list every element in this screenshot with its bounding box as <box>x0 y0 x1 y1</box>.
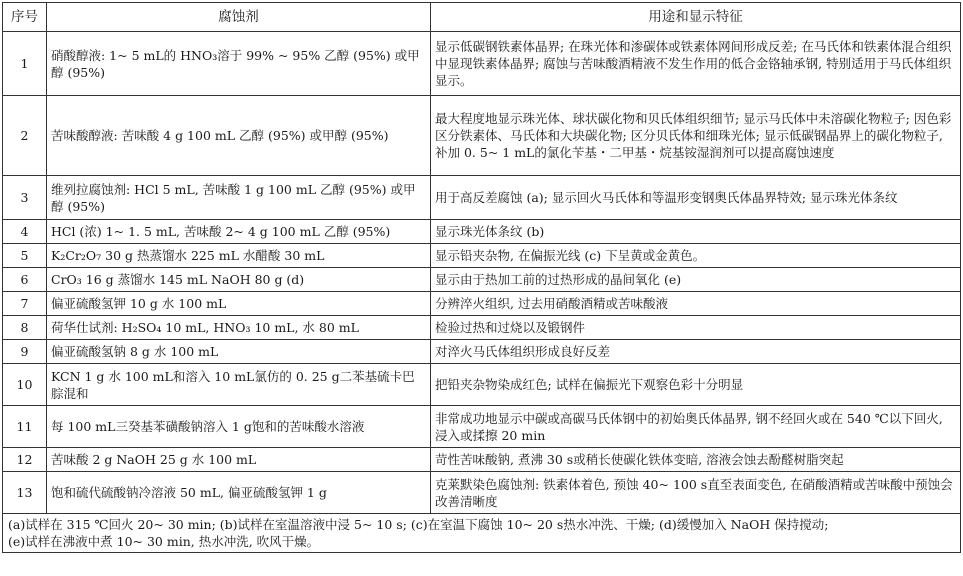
header-row <box>3 3 961 32</box>
table-row <box>3 448 961 472</box>
notes-row <box>3 514 961 553</box>
header-seq: 序号 <box>3 3 47 32</box>
footnotes <box>3 514 961 553</box>
agent-cell: 每 100 mL三癸基苯磺酸钠溶入 1 g饱和的苦味酸水溶液 <box>47 406 431 448</box>
seq-cell: 5 <box>3 244 47 268</box>
use-cell: 对淬火马氏体组织形成良好反差 <box>431 340 961 364</box>
seq-cell: 6 <box>3 268 47 292</box>
seq-cell: 7 <box>3 292 47 316</box>
table-row <box>3 292 961 316</box>
agent-cell: K₂Cr₂O₇ 30 g 热蒸馏水 225 mL 水醋酸 30 mL <box>47 244 431 268</box>
table-row <box>3 244 961 268</box>
agent-cell: 苦味酸 2 g NaOH 25 g 水 100 mL <box>47 448 431 472</box>
agent-cell: 荷华仕试剂: H₂SO₄ 10 mL, HNO₃ 10 mL, 水 80 mL <box>47 316 431 340</box>
use-cell: 克莱默染色腐蚀剂: 铁素体着色, 预蚀 40~ 100 s直至表面变色, 在硝酸酒精或苦味酸中预蚀会改善清晰度 <box>431 472 961 514</box>
seq-cell: 10 <box>3 364 47 406</box>
seq-cell: 8 <box>3 316 47 340</box>
seq-cell: 12 <box>3 448 47 472</box>
agent-cell: 维列拉腐蚀剂: HCl 5 mL, 苦味酸 1 g 100 mL 乙醇 (95%) 或甲醇 (95%) <box>47 176 431 220</box>
seq-cell: 2 <box>3 96 47 176</box>
use-cell: 显示由于热加工前的过热形成的晶间氧化 (e) <box>431 268 961 292</box>
use-cell: 显示铅夹杂物, 在偏振光线 (c) 下呈黄或金黄色。 <box>431 244 961 268</box>
header-use: 用途和显示特征 <box>431 3 961 32</box>
header-agent: 腐蚀剂 <box>47 3 431 32</box>
use-cell: 非常成功地显示中碳或高碳马氏体钢中的初始奥氏体晶界, 钢不经回火或在 540 ℃以下回火, 浸入或揉擦 20 min <box>431 406 961 448</box>
agent-cell: 苦味酸醇液: 苦味酸 4 g 100 mL 乙醇 (95%) 或甲醇 (95%) <box>47 96 431 176</box>
use-cell: 苛性苦味酸钠, 煮沸 30 s或稍长使碳化铁体变暗, 溶液会蚀去酚醛树脂突起 <box>431 448 961 472</box>
footnote-line: (a)试样在 315 ℃回火 20~ 30 min; (b)试样在室温溶液中浸 5~ 10 s; (c)在室温下腐蚀 10~ 20 s热水冲洗、干燥; (d)缓慢加入 NaOH 保持搅动; <box>8 517 829 532</box>
use-cell: 最大程度地显示珠光体、球状碳化物和贝氏体组织细节; 显示马氏体中未溶碳化物粒子; 因色彩区分铁素体、马氏体和大块碳化物; 区分贝氏体和细珠光体; 显示低碳钢晶界上的碳化物粒子, 补加 0. 5~ 1 mL的氯化苄基・二甲基・烷基铵湿润剂可以提高腐蚀速度 <box>431 96 961 176</box>
use-cell: 显示低碳钢铁素体晶界; 在珠光体和渗碳体或铁素体网间形成反差; 在马氏体和铁素体混合组织中显现铁素体晶界; 腐蚀与苦味酸酒精液不发生作用的低合金铬轴承钢, 特别适用于马氏体组织显示。 <box>431 32 961 96</box>
seq-cell: 13 <box>3 472 47 514</box>
table-row <box>3 32 961 96</box>
agent-cell: CrO₃ 16 g 蒸馏水 145 mL NaOH 80 g (d) <box>47 268 431 292</box>
table-row <box>3 176 961 220</box>
table-row <box>3 364 961 406</box>
agent-cell: 偏亚硫酸氢钾 10 g 水 100 mL <box>47 292 431 316</box>
table-row <box>3 268 961 292</box>
seq-cell: 1 <box>3 32 47 96</box>
table-row <box>3 340 961 364</box>
table-row <box>3 406 961 448</box>
agent-cell: 硝酸醇液: 1~ 5 mL的 HNO₃溶于 99% ~ 95% 乙醇 (95%) 或甲醇 (95%) <box>47 32 431 96</box>
seq-cell: 11 <box>3 406 47 448</box>
use-cell: 分辨淬火组织, 过去用硝酸酒精或苦味酸液 <box>431 292 961 316</box>
footnote-line: (e)试样在沸液中煮 10~ 30 min, 热水冲洗, 吹风干燥。 <box>8 534 320 549</box>
use-cell: 用于高反差腐蚀 (a); 显示回火马氏体和等温形变钢奥氏体晶界特效; 显示珠光体条纹 <box>431 176 961 220</box>
table-row <box>3 220 961 244</box>
agent-cell: 偏亚硫酸氢钠 8 g 水 100 mL <box>47 340 431 364</box>
seq-cell: 3 <box>3 176 47 220</box>
table-row <box>3 316 961 340</box>
use-cell: 把铅夹杂物染成红色; 试样在偏振光下观察色彩十分明显 <box>431 364 961 406</box>
use-cell: 检验过热和过烧以及锻钢件 <box>431 316 961 340</box>
table-row <box>3 96 961 176</box>
seq-cell: 9 <box>3 340 47 364</box>
seq-cell: 4 <box>3 220 47 244</box>
use-cell: 显示珠光体条纹 (b) <box>431 220 961 244</box>
table-row <box>3 472 961 514</box>
etchant-table <box>2 2 961 553</box>
agent-cell: HCl (浓) 1~ 1. 5 mL, 苦味酸 2~ 4 g 100 mL 乙醇 (95%) <box>47 220 431 244</box>
agent-cell: KCN 1 g 水 100 mL和溶入 10 mL氯仿的 0. 25 g二苯基硫卡巴腙混和 <box>47 364 431 406</box>
agent-cell: 饱和硫代硫酸钠冷溶液 50 mL, 偏亚硫酸氢钾 1 g <box>47 472 431 514</box>
